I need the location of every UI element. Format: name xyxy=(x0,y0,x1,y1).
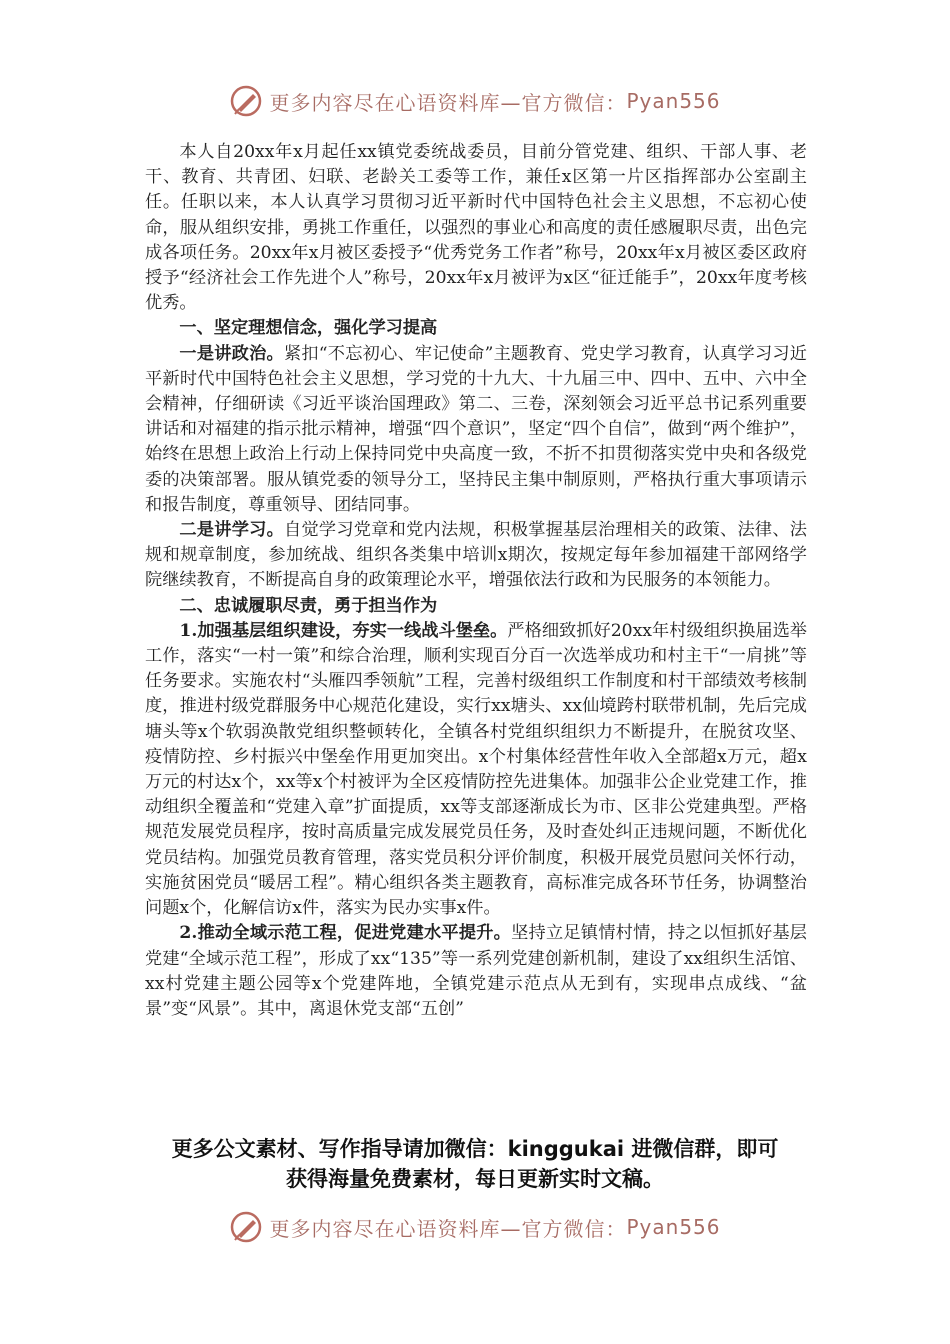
promo-text xyxy=(60,1134,890,1194)
banner-text: 更多内容尽在心语资料库—官方微信： xyxy=(269,90,627,115)
body-paragraph xyxy=(145,518,807,594)
watermark-banner-top xyxy=(0,84,950,118)
paragraph-text: 二、忠诚履职尽责，勇于担当作为 xyxy=(179,595,438,616)
body-paragraph xyxy=(145,921,807,1022)
body-paragraph xyxy=(145,342,807,518)
body-paragraph xyxy=(145,140,807,316)
banner-text: 更多内容尽在心语资料库—官方微信： xyxy=(269,1216,627,1241)
paragraph-text: 一、坚定理想信念，强化学习提高 xyxy=(179,318,438,339)
body-paragraph xyxy=(145,619,807,921)
section-heading xyxy=(145,316,807,341)
paragraph-text: 自觉学习党章和党内法规，积极掌握基层治理相关的政策、法律、法规和规章制度，参加统战、组织各类集中培训x期次，按规定每年参加福建干部网络学院继续教育，不断提高自身的政策理论水平，增强依法行政和为民服务的本领能力。 xyxy=(145,520,807,591)
paragraph-lead: 一是讲政治。 xyxy=(179,343,284,364)
paragraph-lead: 2.推动全域示范工程，促进党建水平提升。 xyxy=(179,923,512,944)
promo-line-2: 获得海量免费素材，每日更新实时文稿。 xyxy=(286,1167,664,1191)
paragraph-text: 本人自20xx年x月起任xx镇党委统战委员，目前分管党建、组织、干部人事、老干、教育、共青团、妇联、老龄关工委等工作，兼任x区第一片区指挥部办公室副主任。任职以来，本人认真学习贯彻习近平新时代中国特色社会主义思想，不忘初心使命，服从组织安排，勇挑工作重任，以强烈的事业心和高度的责任感履职尽责，出色完成各项任务。20xx年x月被区委授予“优秀党务工作者”称号，20xx年x月被区委区政府授予“经济社会工作先进个人”称号，20xx年x月被评为x区“征迁能手”，20xx年度考核优秀。 xyxy=(145,142,807,314)
watermark-banner-bottom xyxy=(0,1210,950,1244)
banner-handle: Pyan556 xyxy=(626,1215,721,1239)
pen-logo-icon xyxy=(229,1210,263,1244)
paragraph-text: 坚持立足镇情村情，持之以恒抓好基层党建“全域示范工程”，形成了xx“135”等一系列党建创新机制，建设了xx组织生活馆、xx村党建主题公园等x个党建阵地，全镇党建示范点从无到有，实现串点成线、“盆景”变“风景”。其中，离退休党支部“五创” xyxy=(145,923,807,1019)
section-heading xyxy=(145,594,807,619)
document-body xyxy=(145,140,807,1022)
banner-handle: Pyan556 xyxy=(626,89,721,113)
paragraph-lead: 1.加强基层组织建设，夯实一线战斗堡垒。 xyxy=(179,620,508,641)
pen-logo-icon xyxy=(229,84,263,118)
paragraph-lead: 二是讲学习。 xyxy=(179,520,285,541)
promo-line-1: 更多公文素材、写作指导请加微信：kinggukai 进微信群，即可 xyxy=(171,1137,779,1161)
paragraph-text: 严格细致抓好20xx年村级组织换届选举工作，落实“一村一策”和综合治理，顺利实现百分百一次选举成功和村主干“一肩挑”等任务要求。实施农村“头雁四季领航”工程，完善村级组织工作制度和村干部绩效考核制度，推进村级党群服务中心规范化建设，实行xx塘头、xx仙境跨村联带机制，先后完成塘头等x个软弱涣散党组织整顿转化，全镇各村党组织组织力不断提升，在脱贫攻坚、疫情防控、乡村振兴中堡垒作用更加突出。x个村集体经营性年收入全部超x万元，超x万元的村达x个，xx等x个村被评为全区疫情防控先进集体。加强非公企业党建工作，推动组织全覆盖和“党建入章”扩面提质，xx等支部逐渐成长为市、区非公党建典型。严格规范发展党员程序，按时高质量完成发展党员任务，及时查处纠正违规问题，不断优化党员结构。加强党员教育管理，落实党员积分评价制度，积极开展党员慰问关怀行动，实施贫困党员“暖居工程”。精心组织各类主题教育，高标准完成各环节任务，协调整治问题x个，化解信访x件，落实为民办实事x件。 xyxy=(145,620,807,919)
paragraph-text: 紧扣“不忘初心、牢记使命”主题教育、党史学习教育，认真学习习近平新时代中国特色社会主义思想，学习党的十九大、十九届三中、四中、五中、六中全会精神，仔细研读《习近平谈治国理政》第二、三卷，深刻领会习近平总书记系列重要讲话和对福建的指示批示精神，增强“四个意识”，坚定“四个自信”，做到“两个维护”，始终在思想上政治上行动上保持同党中央高度一致，不折不扣贯彻落实党中央和各级党委的决策部署。服从镇党委的领导分工，坚持民主集中制原则，严格执行重大事项请示和报告制度，尊重领导、团结同事。 xyxy=(145,343,807,515)
